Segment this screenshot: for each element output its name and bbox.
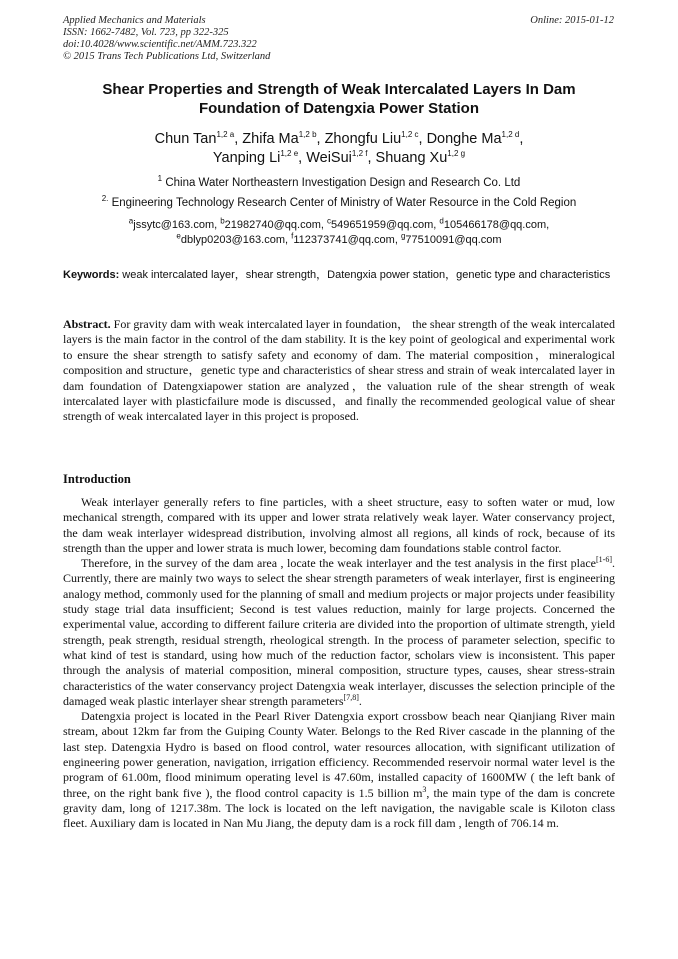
author-name: WeiSui — [306, 150, 352, 166]
author-sup: 1,2 f — [351, 149, 368, 159]
keywords-text: weak intercalated layer，shear strength，Datengxia power station，genetic type and characteristics — [119, 269, 611, 281]
author-name: Chun Tan — [154, 131, 217, 147]
affiliation-text: China Water Northeastern Investigation Design and Research Co. Ltd — [162, 177, 521, 189]
paragraph-3: Datengxia project is located in the Pearl River Datengxia export crossbow beach near Qianjiang River main stream, about 12km far from the Guiping County Water. Belongs to the Red River cascade in the planning of the last step. Datengxia Hydro is based on flood control, water resources allocation, with significant utilization of engineering power generation, navigation, irrigation efficiency. Recommended reservoir normal water level is the program of 61.00m, flood minimum operating level is 47.60m, installed capacity of 1600MW ( the left bank of three, on the right bank five ), the flood control capacity is 1.5 billion $m^3$, the main type of the dam is concrete gravity dam, long of 1217.38m. The lock is located on the left navigation, the navigable scale is Kiloton class fleet. Auxiliary dam is located in Nan Mu Jiang, the deputy dam is a rock fill dam , length of 706.14 m. — [63, 709, 615, 831]
author-sup: 1,2 g — [447, 149, 466, 159]
paragraph-1: Weak interlayer generally refers to fine particles, with a sheet structure, easy to soften water or mud, low mechanical strength, compared with its upper and lower strata relatively weak layer. Water conservancy project, the dam weak interlayer widespread distribution, involving almost all regions, all kinds of rock, because of its strength than the upper and lower strata is much lower, becoming dam foundations stable control factor. — [63, 495, 615, 555]
email-line-1: $^a$jssytc@163.com, $^b$21982740@qq.com, $^c$549651959@qq.com, $^d$105466178@qq.com, — [128, 216, 550, 231]
keywords — [63, 268, 615, 283]
author-emails — [63, 218, 615, 248]
abstract-text: For gravity dam with weak intercalated layer in foundation， the shear strength of the weak intercalated layers is the main factor in the control of the dam stability. It is the key point of geological and experimental work to ensure the shear strength to satisfy safety and economy of dam. The material composition，mineralogical composition and structure，genetic type and characteristics of shear stress and strain of weak intercalated layer in dam foundation of Datengxiapower station are analyzed，the valuation rule of the shear strength of weak intercalated layer with plasticfailure mode is discussed，and finally the recommended geological value of shear strength of weak intercalated layer in this project is proposed. — [63, 317, 615, 424]
affiliation-text: Engineering Technology Research Center of Ministry of Water Resource in the Cold Region — [108, 197, 577, 209]
email-line-2: $^e$dblyp0203@163.com, $^f$112373741@qq.com, $^g$77510091@qq.com — [176, 231, 502, 246]
author-name: Shuang Xu — [375, 150, 448, 166]
title-line-1: Shear Properties and Strength of Weak Intercalated Layers In Dam — [102, 81, 576, 98]
author-name: Donghe Ma — [426, 131, 502, 147]
copyright-line: © 2015 Trans Tech Publications Ltd, Switzerland — [63, 51, 271, 62]
paragraph-2: Therefore, in the survey of the dam area , locate the weak interlayer and the test analysis in the first place[1-6]. Currently, there are mainly two ways to select the shear strength parameters of weak interlayer, first is engineering analogy method, commonly used for the planning of small and medium projects or major projects under feasibility study stage trial data insufficient; Second is test values reduction, mainly for large projects. Concerned the experimental value, according to different failure criteria are divided into the proportion of ultimate strength, yield strength, peak strength, residual strength, rheological strength. In the process of parameter selection, specific to what kind of test is standard, using how much of the reduction factor, scholars view is inconsistent. This paper through the analysis of material composition, mineral composition, structure types, causes, shear stress-strain characteristics of the water conservancy project Datengxia weak interlayer, discusses the selection principle of the damaged weak plastic interlayer shear strength parameters[7,8]. — [63, 555, 615, 708]
email: 21982740@qq.com, — [224, 219, 327, 231]
email: 112373741@qq.com, — [293, 234, 401, 246]
email: 549651959@qq.com, — [330, 219, 440, 231]
doi-line: doi:10.4028/www.scientific.net/AMM.723.322 — [63, 39, 257, 50]
author-sup: 1,2 e — [280, 149, 299, 159]
author-sup: 1,2 b — [298, 130, 317, 140]
paper-title — [63, 80, 615, 118]
author-sup: 1,2 c — [401, 130, 419, 140]
affiliation-1 — [63, 176, 615, 190]
online-date: Online: 2015-01-12 — [530, 15, 614, 26]
author-line-1: Chun Tan$^{1,2 a}$, Zhifa $Ma^{1,2 b}$, Zhongfu Liu$^{1,2 c}$, Donghe $Ma^{1,2 d}$, — [154, 130, 524, 147]
citation: [1-6] — [596, 555, 612, 565]
issn-line: ISSN: 1662-7482, Vol. 723, pp 322-325 — [63, 27, 229, 38]
citation: [7,8] — [343, 692, 359, 702]
email: jssytc@163.com, — [133, 219, 221, 231]
introduction-body — [63, 495, 615, 832]
affiliation-2 — [63, 196, 615, 210]
author-sup: 1,2 a — [216, 130, 235, 140]
author-sup: 1,2 d — [501, 130, 520, 140]
email: 105466178@qq.com, — [443, 219, 550, 231]
abstract — [63, 317, 615, 425]
email: 77510091@qq.com — [405, 234, 502, 246]
journal-name: Applied Mechanics and Materials — [63, 15, 206, 26]
author-name: Yanping Li — [212, 150, 281, 166]
author-name: Zhongfu Liu — [324, 131, 402, 147]
author-list — [63, 130, 615, 168]
author-line-2: Yanping $Li^{1,2 e}$, WeiSui$^{1,2 f}$, Shuang $Xu^{1,2 g}$ — [212, 149, 466, 166]
affiliation-mark: 2. — [101, 194, 109, 204]
journal-header — [63, 15, 270, 63]
abstract-label: Abstract. — [63, 317, 111, 331]
email: dblyp0203@163.com, — [180, 234, 292, 246]
title-line-2: Foundation of Datengxia Power Station — [198, 100, 479, 117]
author-name: Zhifa Ma — [242, 131, 299, 147]
keywords-label: Keywords: — [63, 269, 120, 281]
affiliation-mark: 1 — [157, 174, 163, 184]
section-heading-introduction: Introduction — [63, 472, 131, 486]
